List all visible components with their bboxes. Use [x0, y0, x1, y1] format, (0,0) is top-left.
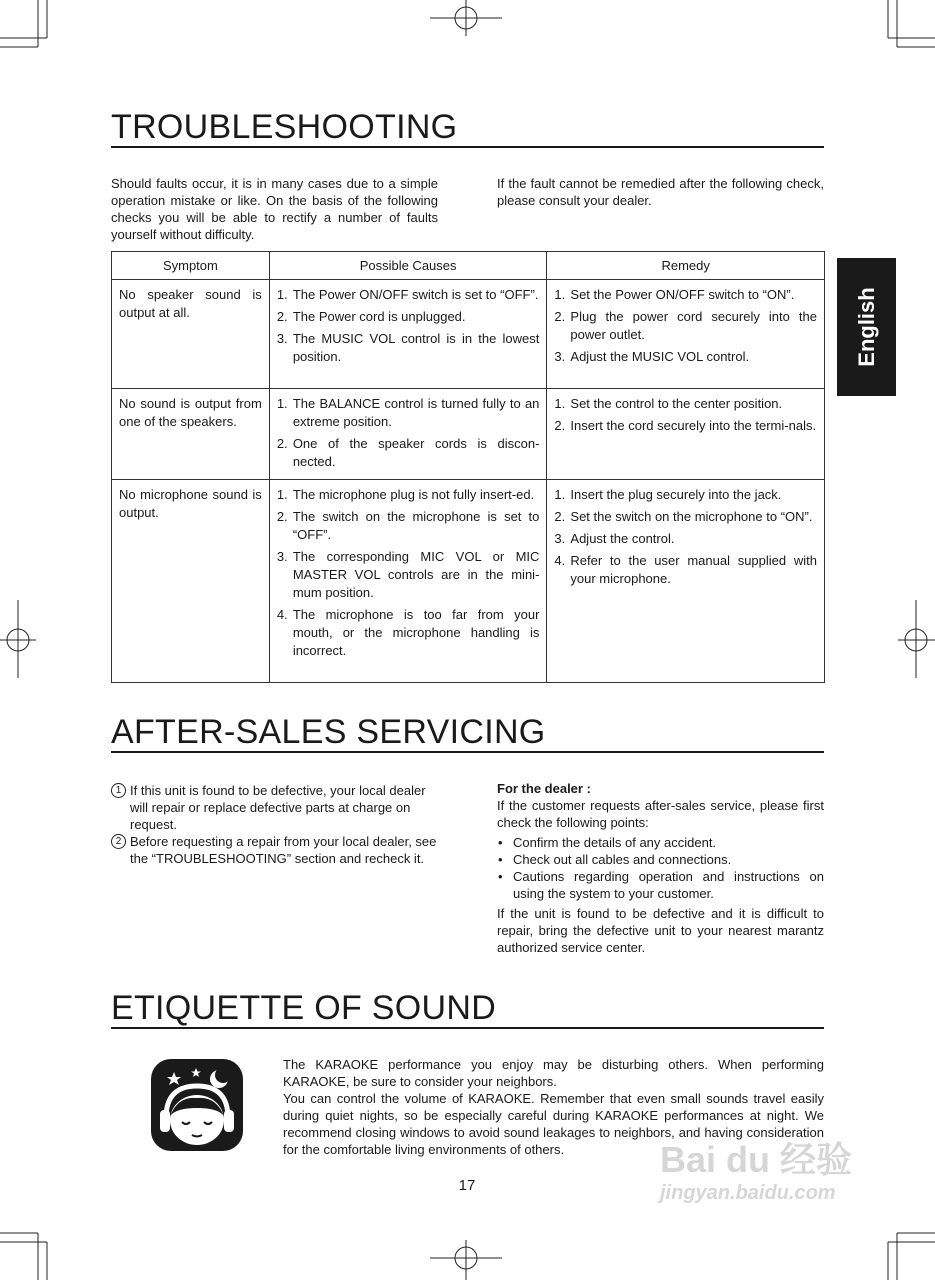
cause-item: 3. The MUSIC VOL control is in the lowest position. — [276, 331, 540, 364]
remedy-item: 4. Refer to the user manual supplied with your microphone. — [554, 553, 817, 586]
column-header-causes: Possible Causes — [269, 252, 547, 280]
dealer-notes — [497, 780, 824, 956]
causes-cell — [269, 280, 547, 389]
troubleshooting-intro-right: If the fault cannot be remedied after the following check, please consult your dealer. — [497, 176, 824, 208]
cause-item: 1. The BALANCE control is turned fully to an extreme position. — [276, 396, 540, 429]
symptom-cell: No sound is output from one of the speakers. — [112, 389, 270, 480]
watermark — [660, 1140, 852, 1206]
sleeping-face-with-headphones-icon — [148, 1056, 246, 1154]
remedy-cell — [547, 389, 825, 480]
table-row — [112, 389, 825, 480]
after-sales-rule — [111, 751, 824, 753]
causes-cell — [269, 480, 547, 683]
watermark-logo: Bai du 经验 — [660, 1139, 853, 1180]
remedy-item: 2. Plug the power cord securely into the power outlet. — [554, 309, 817, 342]
etiquette-paragraph-2: You can control the volume of KARAOKE. Remember that even small sounds travel easily during quiet nights, so be especially careful during KARAOKE performances at night. We recommend closing windows to avoid sound leakages to neighbors, and having consideration for the comfortable living environments of others. — [283, 1091, 824, 1157]
list-item-text: Before requesting a repair from your local dealer, see the “TROUBLESHOOTING” section and recheck it. — [130, 834, 437, 866]
column-header-remedy: Remedy — [547, 252, 825, 280]
list-item-text: If this unit is found to be defective, your local dealer will repair or replace defective parts at charge on request. — [130, 783, 426, 832]
table-row — [112, 480, 825, 683]
bullet-icon: • — [498, 835, 503, 850]
table-header-row — [112, 252, 825, 280]
cause-item: 2. One of the speaker cords is discon-nected. — [276, 436, 540, 469]
remedy-item: 2. Insert the cord securely into the termi-nals. — [554, 418, 817, 433]
etiquette-title: ETIQUETTE OF SOUND — [111, 989, 497, 1027]
list-item: • Confirm the details of any accident. — [498, 835, 717, 850]
cause-item: 1. The microphone plug is not fully insert-ed. — [276, 487, 535, 502]
after-sales-items — [111, 782, 441, 867]
language-tab — [837, 258, 896, 396]
list-item — [111, 833, 441, 867]
circled-number-marker: 2 — [111, 834, 126, 849]
watermark-url: jingyan.baidu.com — [660, 1182, 836, 1204]
dealer-intro: If the customer requests after-sales service, please first check the following points: — [497, 798, 824, 830]
cause-item: 3. The corresponding MIC VOL or MIC MASTER VOL controls are in the mini-mum position. — [276, 549, 540, 600]
troubleshooting-intro-left: Should faults occur, it is in many cases due to a simple operation mistake or like. On the basis of the following checks you will be able to rectify a number of faults yourself without difficulty. — [111, 176, 438, 242]
symptom-cell: No speaker sound is output at all. — [112, 280, 270, 389]
remedy-item: 2. Set the switch on the microphone to “ON”. — [554, 509, 813, 524]
troubleshooting-rule — [111, 146, 824, 148]
remedy-cell — [547, 480, 825, 683]
remedy-item: 1. Set the Power ON/OFF switch to “ON”. — [554, 287, 795, 302]
bullet-icon: • — [498, 869, 503, 884]
bullet-icon: • — [498, 852, 503, 867]
remedy-item: 1. Set the control to the center position. — [554, 396, 783, 411]
cause-item: 1. The Power ON/OFF switch is set to “OFF”. — [276, 287, 539, 302]
causes-cell — [269, 389, 547, 480]
dealer-outro: If the unit is found to be defective and it is difficult to repair, bring the defective unit to your nearest marantz authorized service center. — [497, 906, 824, 955]
circled-number-marker: 1 — [111, 783, 126, 798]
cause-item: 4. The microphone is too far from your mouth, or the microphone handling is incorrect. — [276, 607, 540, 658]
column-header-symptom: Symptom — [112, 252, 270, 280]
table-row — [112, 280, 825, 389]
dealer-heading: For the dealer : — [497, 781, 591, 796]
troubleshooting-table — [111, 251, 825, 683]
list-item — [111, 782, 441, 833]
page-number: 17 — [458, 1177, 476, 1194]
etiquette-paragraph-1: The KARAOKE performance you enjoy may be disturbing others. When performing KARAOKE, be sure to consider your neighbors. — [283, 1057, 824, 1089]
remedy-item: 3. Adjust the MUSIC VOL control. — [554, 349, 750, 364]
after-sales-title: AFTER-SALES SERVICING — [111, 713, 546, 751]
cause-item: 2. The switch on the microphone is set to “OFF”. — [276, 509, 540, 542]
remedy-cell — [547, 280, 825, 389]
troubleshooting-title: TROUBLESHOOTING — [111, 108, 458, 146]
list-item: • Cautions regarding operation and instructions on using the system to your customer. — [498, 869, 824, 901]
list-item: • Check out all cables and connections. — [498, 852, 732, 867]
language-tab-label: English — [853, 287, 879, 367]
cause-item: 2. The Power cord is unplugged. — [276, 309, 466, 324]
symptom-cell: No microphone sound is output. — [112, 480, 270, 683]
etiquette-rule — [111, 1027, 824, 1029]
remedy-item: 3. Adjust the control. — [554, 531, 675, 546]
remedy-item: 1. Insert the plug securely into the jack. — [554, 487, 782, 502]
